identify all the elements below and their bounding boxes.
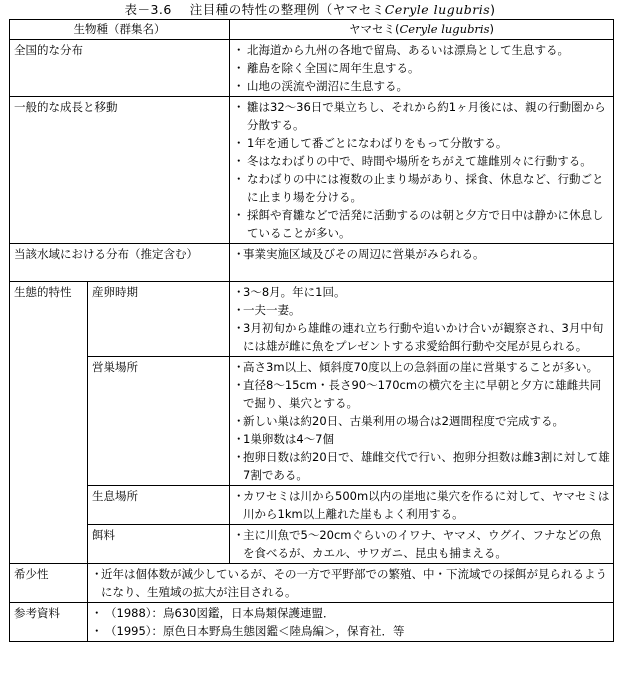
list-item: ・ 主に川魚で5～20cmぐらいのイワナ、ヤマメ、ウグイ、フナなどの魚を食べるが、カエル、サワガニ、昆虫も捕まえる。	[233, 526, 610, 562]
label-growth: 一般的な成長と移動	[10, 97, 230, 244]
header-species-name: ヤマセミ(Ceryle lugubris)	[230, 20, 614, 40]
label-references: 参考資料	[10, 603, 88, 642]
list-item: ・ 直径8～15cm・長さ90～170cmの横穴を主に早朝と夕方に雄雌共同で掘り、巣穴とする。	[233, 376, 610, 412]
row-food	[10, 525, 614, 564]
row-nesting	[10, 357, 614, 486]
header-species: 生物種（群集名）	[10, 20, 230, 40]
list-item: ・ 1巣卵数は4～7個	[233, 430, 610, 448]
header-sci-name: Ceryle lugubris	[399, 22, 490, 36]
content-nesting	[230, 357, 614, 486]
caption-close: )	[490, 2, 496, 17]
label-rarity: 希少性	[10, 564, 88, 603]
content-distribution	[230, 40, 614, 97]
label-breeding: 産卵時期	[88, 282, 230, 357]
list-item: ・ （1988）：鳥630図鑑，日本鳥類保護連盟．	[91, 604, 610, 622]
content-growth	[230, 97, 614, 244]
list-item: ・ 事業実施区域及びその周辺に営巣がみられる。	[233, 245, 610, 263]
content-rarity	[88, 564, 614, 603]
list-item: ・ 離島を除く全国に周年生息する。	[233, 59, 610, 77]
list-item: ・ 採餌や育雛などで活発に活動するのは朝と夕方で日中は静かに休息していることが多い。	[233, 206, 610, 242]
content-references	[88, 603, 614, 642]
label-food: 餌料	[88, 525, 230, 564]
row-rarity	[10, 564, 614, 603]
table-caption	[0, 0, 620, 19]
content-habitat	[230, 486, 614, 525]
list-item: ・ 1年を通して番ごとになわばりをもって分散する。	[233, 134, 610, 152]
row-references	[10, 603, 614, 642]
label-habitat: 生息場所	[88, 486, 230, 525]
list-item: ・ 山地の渓流や湖沼に生息する。	[233, 77, 610, 95]
row-local-distribution	[10, 244, 614, 282]
content-food	[230, 525, 614, 564]
label-distribution: 全国的な分布	[10, 40, 230, 97]
list-item: ・ なわばりの中には複数の止まり場があり、採食、休息など、行動ごとに止まり場を分ける。	[233, 170, 610, 206]
list-item: ・ 雛は32～36日で巣立ちし、それから約1ヶ月後には、親の行動圏から分散する。	[233, 98, 610, 134]
content-local-distribution	[230, 244, 614, 282]
label-ecology: 生態的特性	[10, 282, 88, 564]
row-distribution	[10, 40, 614, 97]
content-breeding	[230, 282, 614, 357]
row-breeding	[10, 282, 614, 357]
list-item: ・ 3～8月。年に1回。	[233, 283, 610, 301]
list-item: ・ 冬はなわばりの中で、時間や場所をちがえて雄雌別々に行動する。	[233, 152, 610, 170]
caption-number: 表－3.6	[124, 2, 172, 17]
list-item: ・ カワセミは川から500m以内の崖地に巣穴を作るに対して、ヤマセミは川から1km以上離れた崖もよく利用する。	[233, 487, 610, 523]
list-item: ・ 新しい巣は約20日、古巣利用の場合は2週間程度で完成する。	[233, 412, 610, 430]
list-item: ・ 高さ3m以上、傾斜度70度以上の急斜面の崖に営巣することが多い。	[233, 358, 610, 376]
list-item: ・ 北海道から九州の各地で留鳥、あるいは漂鳥として生息する。	[233, 41, 610, 59]
table-header-row	[10, 20, 614, 40]
list-item: ・ 近年は個体数が減少しているが、その一方で平野部での繁殖、中・下流域での採餌が見られるようになり、生殖域の拡大が注目される。	[91, 565, 610, 601]
species-traits-table	[9, 19, 614, 642]
row-growth	[10, 97, 614, 244]
label-nesting: 営巣場所	[88, 357, 230, 486]
list-item: ・ 抱卵日数は約20日で、雄雌交代で行い、抱卵分担数は雌3割に対して雄7割である。	[233, 448, 610, 484]
list-item: ・ 3月初旬から雄雌の連れ立ち行動や追いかけ合いが観察され、3月中旬には雄が雌に魚をプレゼントする求愛給餌行動や交尾が見られる。	[233, 319, 610, 355]
caption-title: 注目種の特性の整理例（ヤマセミ	[189, 2, 385, 17]
row-habitat	[10, 486, 614, 525]
list-item: ・ 一夫一妻。	[233, 301, 610, 319]
list-item: ・ （1995）：原色日本野鳥生態図鑑＜陸鳥編＞，保育社．等	[91, 622, 610, 640]
caption-sci-name: Ceryle lugubris	[384, 2, 491, 17]
label-local-distribution: 当該水域における分布（推定含む）	[10, 244, 230, 282]
